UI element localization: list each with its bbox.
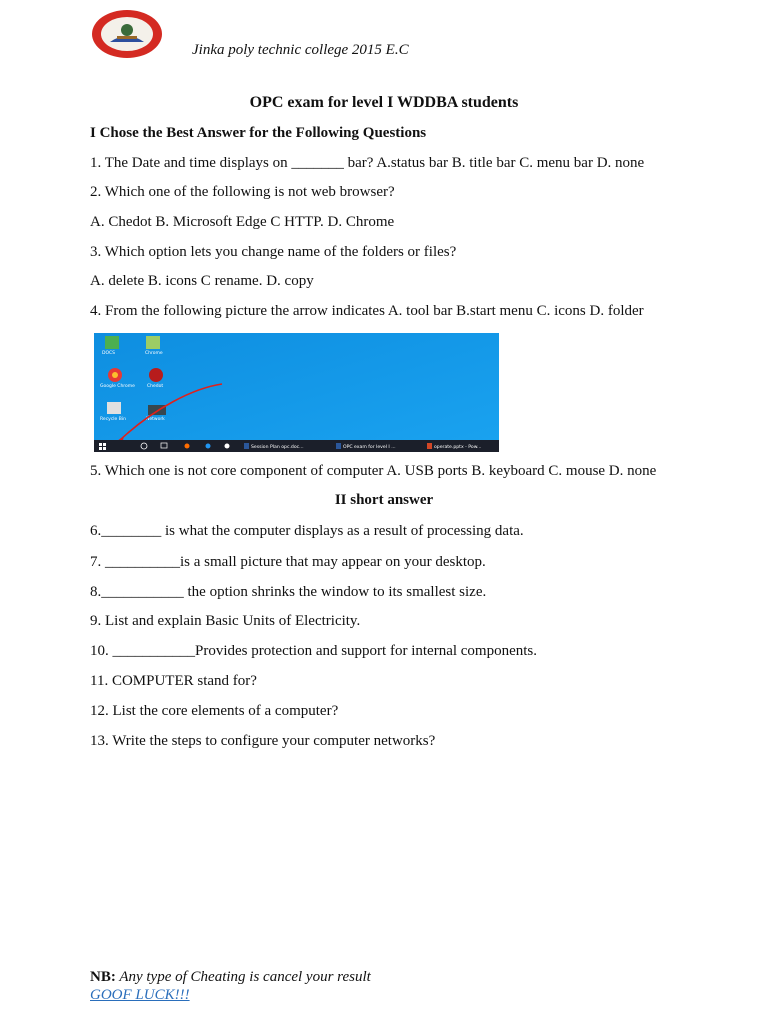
- question-6: 6.________ is what the computer displays as a result of processing data.: [90, 523, 524, 539]
- app-icon: [206, 444, 211, 449]
- taskbar-ppt-icon: [427, 443, 432, 449]
- footer-note: [90, 969, 371, 986]
- nb-text: Any type of Cheating is cancel your result: [115, 969, 371, 985]
- question-3-options: A. delete B. icons C rename. D. copy: [90, 273, 314, 289]
- icon-label: Google Chrome: [100, 384, 135, 389]
- question-1: 1. The Date and time displays on _______ bar? A.status bar B. title bar C. menu bar D. none: [90, 155, 645, 171]
- taskbar-item: operate.pptx - Pow...: [434, 445, 482, 450]
- taskbar-item: OPC exam for level I ...: [343, 445, 396, 450]
- question-2: 2. Which one of the following is not web browser?: [90, 184, 395, 200]
- icon-label: Chedot: [147, 384, 164, 389]
- section1-title: I Chose the Best Answer for the Following Questions: [90, 125, 427, 141]
- app-icon: [225, 444, 230, 449]
- question-2-options: A. Chedot B. Microsoft Edge C HTTP. D. Chrome: [90, 214, 395, 230]
- taskbar-doc-icon: [336, 443, 341, 449]
- desktop-screenshot: [94, 333, 499, 452]
- good-luck-link[interactable]: GOOF LUCK!!!: [90, 987, 190, 1003]
- question-13: 13. Write the steps to configure your computer networks?: [90, 733, 436, 749]
- question-4: 4. From the following picture the arrow indicates A. tool bar B.start menu C. icons D. folder: [90, 303, 644, 319]
- icon-label: Recycle Bin: [100, 417, 126, 422]
- college-logo: [90, 8, 164, 60]
- taskbar-item: Session Plan opc.doc...: [251, 445, 304, 450]
- question-10: 10. ___________Provides protection and support for internal components.: [90, 643, 538, 659]
- question-5: 5. Which one is not core component of computer A. USB ports B. keyboard C. mouse D. none: [90, 463, 657, 479]
- taskbar-doc-icon: [244, 443, 249, 449]
- app-icon: [185, 444, 190, 449]
- nb-label: NB:: [90, 969, 116, 985]
- icon-label: Network: [146, 417, 165, 422]
- section2-title: II short answer: [334, 492, 434, 508]
- question-9: 9. List and explain Basic Units of Electricity.: [90, 613, 361, 629]
- college-name: Jinka poly technic college 2015 E.C: [192, 42, 409, 58]
- question-12: 12. List the core elements of a computer?: [90, 703, 339, 719]
- exam-title: OPC exam for level I WDDBA students: [249, 94, 519, 111]
- question-7: 7. __________is a small picture that may appear on your desktop.: [90, 554, 486, 570]
- icon-label: Chrome: [145, 351, 163, 356]
- question-11: 11. COMPUTER stand for?: [90, 673, 257, 689]
- question-8: 8.___________ the option shrinks the window to its smallest size.: [90, 584, 487, 600]
- question-3: 3. Which option lets you change name of the folders or files?: [90, 244, 457, 260]
- icon-label: DOCS: [102, 351, 116, 356]
